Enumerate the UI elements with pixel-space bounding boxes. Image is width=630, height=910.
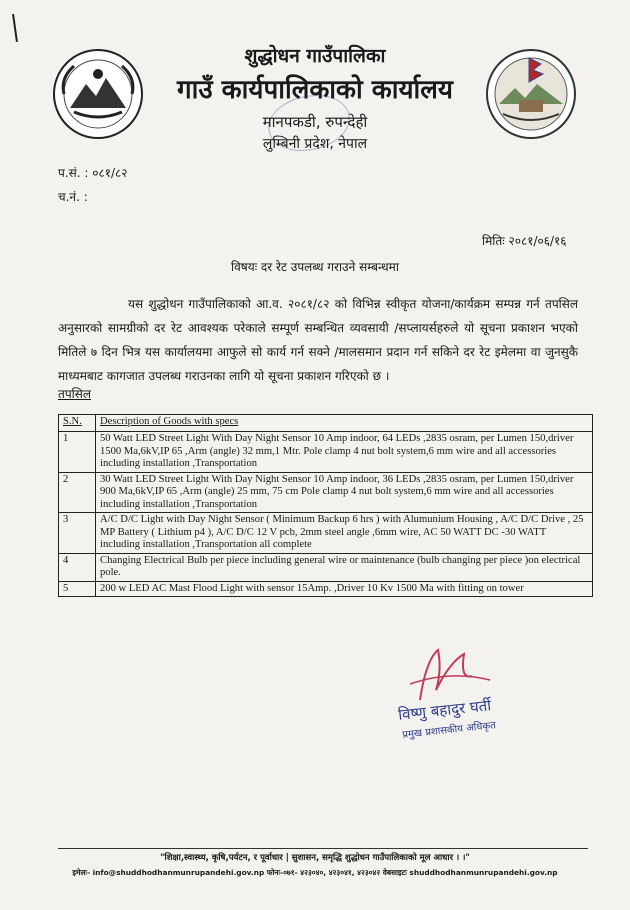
table-row xyxy=(59,513,593,554)
office-name: गाउँ कार्यपालिकाको कार्यालय xyxy=(177,75,453,105)
letter-number-value: ०८१/८२ xyxy=(92,166,128,180)
table-row xyxy=(59,472,593,513)
row-description: A/C D/C Light with Day Night Sensor ( Minimum Backup 6 hrs ) with Alumunium Housing , A/C D/C Drive , 25 MP Battery ( Lithium p4 ), A/C D/C 12 V pcb, 2mm steel angle ,6mm wire, AC 50 WATT DC -30 WATT including installation ,Transportation all complete xyxy=(96,513,593,554)
notice-body: यस शुद्धोधन गाउँपालिकाको आ.व. २०८१/८२ को विभिन्न स्वीकृत योजना/कार्यक्रम सम्पन्न गर्न तपसिल अनुसारको सामग्रीको दर रेट आवश्यक परेकाले सम्पूर्ण सम्बन्धित व्यवसायी /सप्लायर्सहरुले यो सूचना प्रकाशन भएको मितिले ७ दिन भित्र यस कार्यालयमा आफुले सो कार्य गर्न सक्ने /मालसमान प्रदान गर्न सकिने दर रेट इमेलमा वा जुनसुकै माध्यमबाट कागजात उपलब्ध गराउनका लागि यो सूचना प्रकाशन गरिएको छ । xyxy=(58,297,578,383)
footer-motto: "शिक्षा,स्वास्थ्य, कृषि,पर्यटन, र पूर्वाधार | सुशासन, समृद्धि शुद्धोधन गाउँपालिकाको मूल आधार । ।" xyxy=(160,853,470,863)
signatory-name: विष्णु बहादुर घर्ती xyxy=(397,696,492,724)
municipality-logo-icon xyxy=(485,48,577,140)
table-row xyxy=(59,432,593,473)
dispatch-number-label: च.नं. : xyxy=(58,190,88,204)
footer-contact: इमेलः- info@shuddhodhanmunrupandehi.gov.np फोनः-०७१- ४२३०४०, ४२३०४१, ४२३०४२ वेबसाइटः shuddhodhanmunrupandehi.gov.np xyxy=(72,868,558,877)
row-description: 50 Watt LED Street Light With Day Night Sensor 10 Amp indoor, 64 LEDs ,2835 osram, per Lumen 150,driver 1500 Ma,6kV,IP 65 ,Arm (angle) 32 mm,1 Mtr. Pole clamp 4 nut bolt system,6 mm wire and all accessories including installation ,Transportation xyxy=(96,432,593,473)
row-sn: 1 xyxy=(59,432,96,473)
dispatch-number xyxy=(58,188,88,205)
pen-mark xyxy=(12,14,18,42)
goods-table xyxy=(58,414,593,597)
municipality-name: शुद्धोधन गाउँपालिका xyxy=(244,45,386,67)
table-row xyxy=(59,553,593,581)
row-description: 30 Watt LED Street Light With Day Night Sensor 10 Amp indoor, 36 LEDs ,2835 osram, per Lumen 150,driver 900 Ma,6kV,IP 65 ,Arm (angle) 25 mm, 75 cm Pole clamp 4 nut bolt system,6 mm wire and all accessories including installation ,Transportation xyxy=(96,472,593,513)
nepal-emblem-icon xyxy=(52,48,144,140)
row-sn: 5 xyxy=(59,581,96,597)
row-sn: 3 xyxy=(59,513,96,554)
date-label: मितिः xyxy=(482,234,505,248)
section-label: तपसिल xyxy=(58,387,92,401)
subject-line: विषयः दर रेट उपलब्ध गराउने सम्बन्धमा xyxy=(231,260,399,274)
address-line-2: लुम्बिनी प्रदेश, नेपाल xyxy=(262,136,368,152)
column-header-description: Description of Goods with specs xyxy=(96,415,593,432)
row-description: Changing Electrical Bulb per piece including general wire or maintenance (bulb changing per piece )on electrical pole. xyxy=(96,553,593,581)
row-sn: 2 xyxy=(59,472,96,513)
letter-date xyxy=(482,232,567,249)
signatory-title: प्रमुख प्रशासकीय अधिकृत xyxy=(401,720,497,741)
table-header-row xyxy=(59,415,593,432)
row-description: 200 w LED AC Mast Flood Light with sensor 15Amp. ,Driver 10 Kv 1500 Ma with fitting on tower xyxy=(96,581,593,597)
letter-number xyxy=(58,164,128,181)
date-value: २०८१/०६/१६ xyxy=(508,234,567,248)
address-line-1: मानपकडी, रुपन्देही xyxy=(262,113,368,131)
letter-number-label: प.सं. : xyxy=(58,166,89,180)
row-sn: 4 xyxy=(59,553,96,581)
footer-divider xyxy=(58,848,588,849)
table-row xyxy=(59,581,593,597)
column-header-sn: S.N. xyxy=(59,415,96,432)
